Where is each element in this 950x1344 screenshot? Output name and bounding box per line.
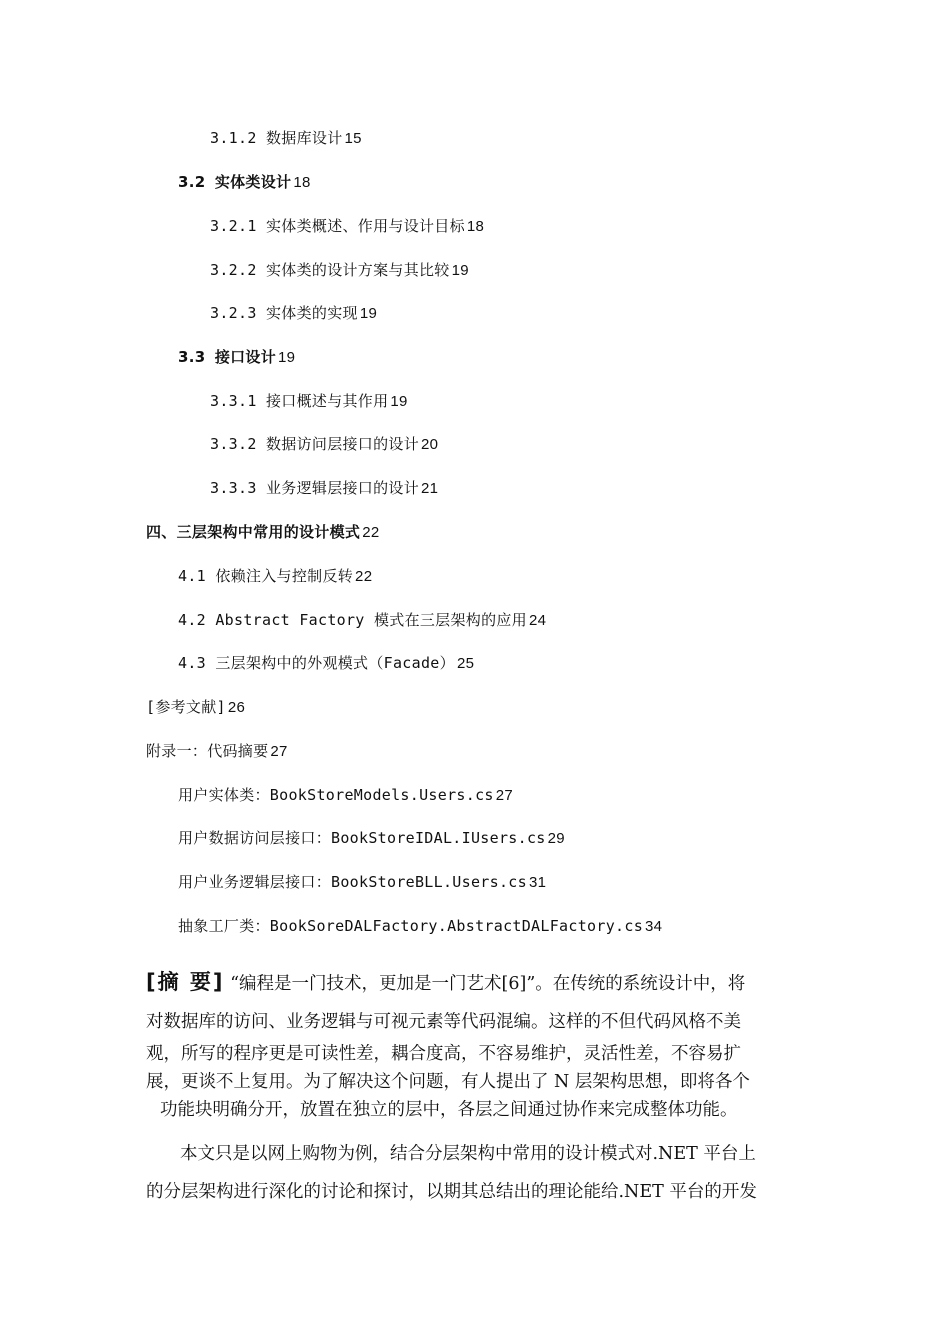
- toc-number: 4.2: [178, 611, 206, 629]
- toc-entry-4-3[interactable]: [178, 653, 474, 674]
- toc-entry-user-bll[interactable]: [178, 872, 546, 893]
- toc-title: 实体类的设计方案与其比较: [266, 261, 450, 279]
- toc-number: 3.2.2: [210, 261, 257, 279]
- toc-page-number: 19: [359, 305, 378, 322]
- toc-number: 3.3.1: [210, 392, 257, 410]
- toc-page-number: 26: [227, 699, 246, 716]
- toc-title: 实体类概述、作用与设计目标: [266, 217, 465, 235]
- toc-title: [参考文献]: [146, 698, 226, 716]
- toc-number: 3.1.2: [210, 129, 257, 147]
- toc-title: 依赖注入与控制反转: [215, 567, 354, 585]
- abstract-line: 观，所写的程序更是可读性差，耦合度高，不容易维护，灵活性差，不容易扩: [146, 1044, 741, 1064]
- toc-number: 4.3: [178, 654, 206, 672]
- toc-number: 4.1: [178, 567, 206, 585]
- abstract-heading: [摘 要]: [146, 970, 225, 994]
- toc-number: 3.2.3: [210, 304, 257, 322]
- toc-entry-4-1[interactable]: [178, 566, 372, 587]
- toc-page-number: 24: [528, 612, 547, 629]
- toc-entry-user-idal[interactable]: [178, 828, 565, 849]
- toc-entry-3-2-2[interactable]: [210, 260, 469, 281]
- toc-page-number: 27: [270, 743, 288, 760]
- toc-page-number: 18: [293, 174, 311, 191]
- toc-entry-3-3-1[interactable]: [210, 391, 408, 412]
- toc-title: 实体类设计: [214, 173, 292, 191]
- toc-entry-3-2[interactable]: [178, 172, 311, 193]
- toc-entry-3-1-2[interactable]: [210, 128, 362, 149]
- toc-number: 3.3.2: [210, 435, 257, 453]
- abstract-line: “编程是一门技术，更加是一门艺术[6]”。在传统的系统设计中，将: [230, 974, 746, 994]
- toc-number: 3.2: [178, 173, 206, 191]
- toc-entry-chapter-4[interactable]: [146, 522, 380, 543]
- toc-page-number: 15: [344, 130, 362, 147]
- toc-entry-3-3-3[interactable]: [210, 478, 438, 499]
- toc-title: 抽象工厂类：BookSoreDALFactory.AbstractDALFactory.cs: [178, 917, 644, 935]
- toc-title: 数据访问层接口的设计: [266, 435, 420, 453]
- toc-entry-3-3[interactable]: [178, 347, 295, 368]
- toc-number: 3.3: [178, 348, 206, 366]
- toc-entry-references[interactable]: [146, 697, 245, 718]
- body-paragraph-line: 的分层架构进行深化的讨论和探讨，以期其总结出的理论能给.NET 平台的开发: [146, 1182, 757, 1202]
- toc-title: 数据库设计: [266, 129, 343, 147]
- toc-title: 四、三层架构中常用的设计模式: [146, 523, 361, 541]
- abstract-line: 对数据库的访问、业务逻辑与可视元素等代码混编。这样的不但代码风格不美: [146, 1012, 741, 1032]
- toc-title: 实体类的实现: [266, 304, 358, 322]
- toc-entry-appendix-1[interactable]: [146, 741, 288, 762]
- toc-entry-3-2-1[interactable]: [210, 216, 484, 237]
- toc-entry-3-2-3[interactable]: [210, 303, 377, 324]
- toc-title: 接口设计: [214, 348, 277, 366]
- toc-title: 三层架构中的外观模式（Facade）: [215, 654, 455, 672]
- toc-page-number: 27: [495, 787, 514, 804]
- toc-page-number: 34: [645, 918, 663, 935]
- toc-title: Abstract Factory 模式在三层架构的应用: [215, 611, 527, 629]
- toc-page-number: 19: [390, 393, 408, 410]
- toc-page-number: 20: [421, 436, 439, 453]
- toc-title: 用户业务逻辑层接口：BookStoreBLL.Users.cs: [178, 873, 527, 891]
- toc-title: 用户数据访问层接口：BookStoreIDAL.IUsers.cs: [178, 829, 546, 847]
- abstract-line: 展，更谈不上复用。为了解决这个问题，有人提出了 N 层架构思想，即将各个: [146, 1072, 750, 1092]
- toc-title: 附录一：代码摘要: [146, 742, 269, 760]
- toc-page-number: 18: [466, 218, 485, 235]
- toc-number: 3.2.1: [210, 217, 257, 235]
- toc-entry-4-2[interactable]: [178, 610, 546, 631]
- toc-number: 3.3.3: [210, 479, 257, 497]
- toc-entry-user-model[interactable]: [178, 785, 513, 806]
- toc-page-number: 19: [278, 349, 296, 366]
- toc-page-number: 19: [451, 262, 469, 279]
- toc-title: 接口概述与其作用: [266, 392, 389, 410]
- toc-page-number: 31: [528, 874, 547, 891]
- abstract-first-line: [146, 970, 745, 996]
- toc-page-number: 21: [421, 480, 439, 497]
- toc-page-number: 22: [362, 524, 380, 541]
- toc-page-number: 25: [456, 655, 475, 672]
- toc-title: 用户实体类：BookStoreModels.Users.cs: [178, 786, 494, 804]
- body-paragraph-line: 本文只是以网上购物为例，结合分层架构中常用的设计模式对.NET 平台上: [180, 1144, 756, 1164]
- toc-page-number: 22: [355, 568, 373, 585]
- toc-entry-3-3-2[interactable]: [210, 434, 438, 455]
- toc-title: 业务逻辑层接口的设计: [266, 479, 420, 497]
- toc-page-number: 29: [547, 830, 565, 847]
- toc-entry-dal-factory[interactable]: [178, 916, 662, 937]
- abstract-line: 功能块明确分开，放置在独立的层中，各层之间通过协作来完成整体功能。: [160, 1100, 738, 1120]
